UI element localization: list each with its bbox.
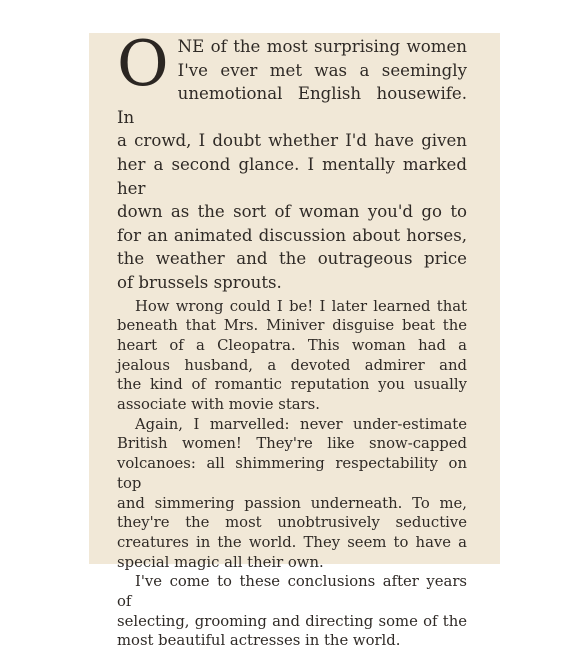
text-line: associate with movie stars. (117, 396, 320, 414)
lead-line: of brussels sprouts. (117, 272, 282, 292)
text-line: most beautiful actresses in the world. (117, 632, 401, 650)
lead-line: NE of the most surprising women (177, 37, 467, 56)
text-line: creatures in the world. They seem to have a (117, 533, 467, 551)
text-line: special magic all their own. (117, 553, 324, 571)
article-column (117, 27, 467, 651)
lead-line: for an animated discussion about horses, (117, 225, 467, 245)
drop-cap: O (117, 27, 169, 100)
text-line: selecting, grooming and directing some of the (117, 612, 467, 630)
lead-line: down as the sort of woman you'd go to (117, 202, 467, 222)
text-line: volcanoes: all shimmering respectability on top (117, 455, 467, 492)
lead-line: a crowd, I doubt whether I'd have given (117, 131, 467, 151)
magazine-page (89, 27, 500, 650)
text-line: I've come to these conclusions after years of (117, 573, 467, 611)
text-line: and simmering passion underneath. To me, (117, 494, 467, 512)
text-line: jealous husband, a devoted admirer and (117, 356, 467, 374)
lead-paragraph (117, 27, 467, 295)
text-line: heart of a Cleopatra. This woman had a (117, 336, 467, 354)
lead-line: her a second glance. I mentally marked her (117, 154, 467, 198)
lead-line: I've ever met was a seemingly (177, 60, 467, 80)
paragraph-3 (117, 415, 467, 573)
text-line: they're the most unobtrusively seductive (117, 514, 467, 532)
paragraph-4 (117, 572, 467, 651)
text-line: beneath that Mrs. Miniver disguise beat the (117, 317, 467, 335)
lead-line: the weather and the outrageous price (117, 249, 467, 269)
paragraph-2 (117, 297, 467, 415)
text-line: the kind of romantic reputation you usually (117, 376, 467, 394)
text-line: Again, I marvelled: never under-estimate (135, 415, 467, 433)
text-line: How wrong could I be! I later learned that (135, 297, 467, 315)
lead-line: unemotional English housewife. In (117, 84, 467, 127)
text-line: British women! They're like snow-capped (117, 435, 467, 453)
